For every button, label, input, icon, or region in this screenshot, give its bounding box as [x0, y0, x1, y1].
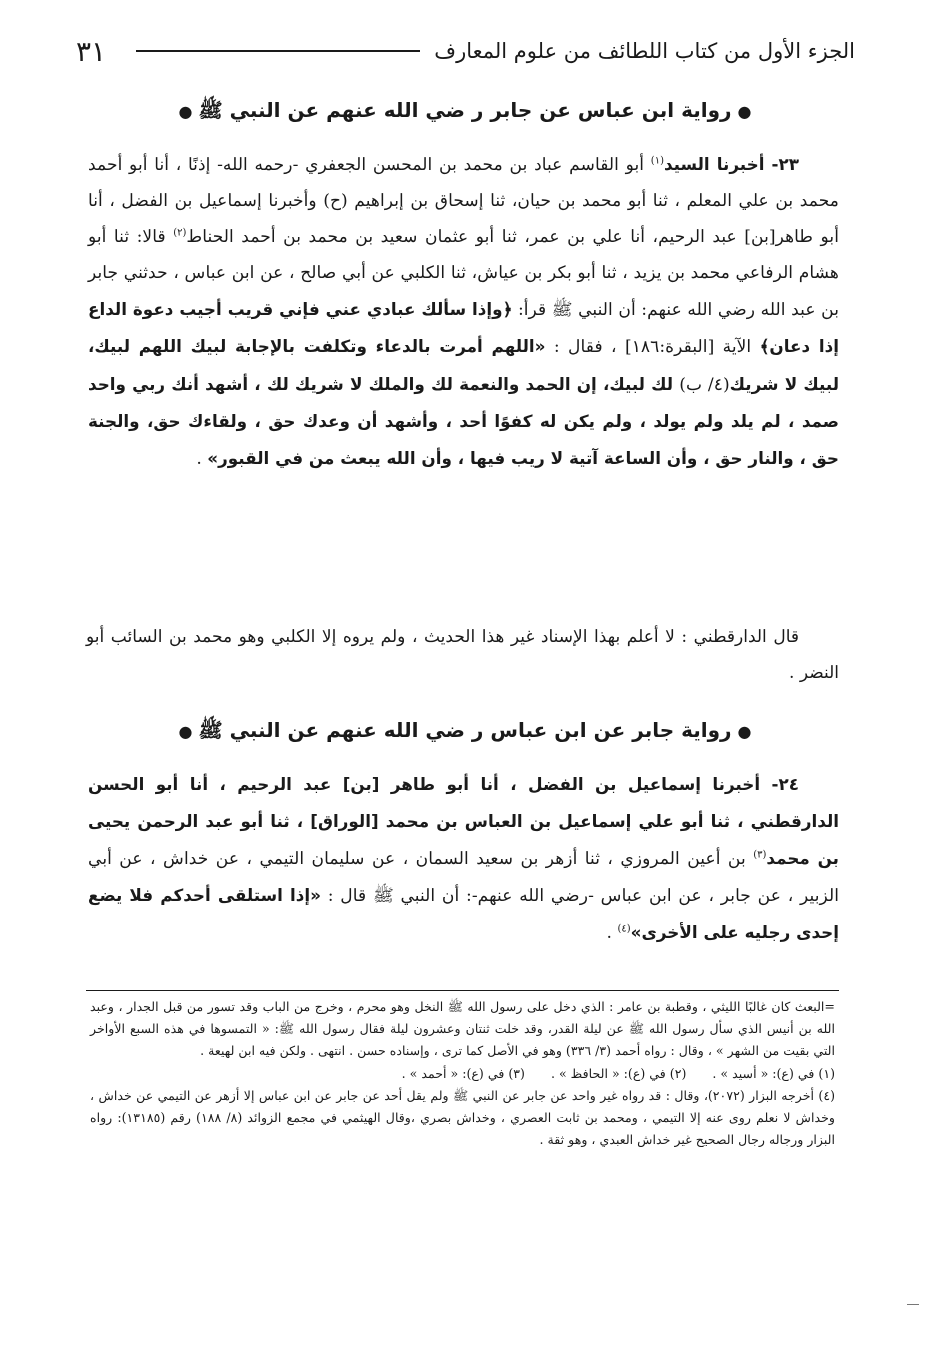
daraqutni-note-text: قال الدارقطني : لا أعلم بهذا الإسناد غير هذا الحديث ، ولم يروه إلا الكلبي وهو محمد بن السائب أبو النضر . [86, 627, 839, 683]
page-number: ٣١ [76, 34, 107, 68]
bullet-icon: ● [737, 102, 752, 121]
footnote-ref: (٣) [753, 849, 767, 861]
footnote-3: (٣) في (ع): « أحمد » . [401, 1065, 525, 1081]
hadith-23 [88, 146, 839, 477]
bullet-icon: ● [737, 722, 752, 741]
scan-mark [907, 1304, 919, 1305]
isnad-text: بن أعين المروزي ، ثنا أزهر بن سعيد السمان ، عن سليمان التيمي ، عن خداش ، عن أبي الزبير ، عن جابر ، عن ابن عباس -رضي الله عنهم-: أن النبي ﷺ قال : [88, 849, 840, 907]
bullet-icon: ● [178, 102, 193, 121]
footnote-4: (٤) أخرجه البزار (٢٠٧٢)، وقال : قد رواه غير واحد عن جابر عن النبي ﷺ ولم يقل أحد عن جابر عن ابن عباس إلا أزهر عن التيمي عن خداش ، وخداش لا نعلم روى عنه إلا التيمي ، ومحمد بن ثابت العصري ، وخداش بصري ،وقال الهيثمي في مجمع الزوائد (٨/ ١٨٨) رقم (١٣١٨٥): رواه البزار ورجاله رجال الصحيح غير خداش العبدي ، وهو ثقة . [90, 1087, 835, 1148]
isnad-text: أبو القاسم عباد بن محمد بن المحسن الجعفري -رحمه الله- إذنًا ، أنا أبو أحمد محمد بن علي المعلم ، ثنا أبو محمد بن حيان، ثنا إسحاق بن إبراهيم (ح) وأخبرنا إسماعيل بن الفضل ، أنا أبو طاهر[بن] عبد الرحيم، أنا علي بن عمر، ثنا أبو عثمان سعيد بن محمد بن أحمد الحناط [88, 155, 839, 248]
hadith-23-number: ٢٣- أخبرنا السيد [663, 154, 800, 174]
end-mark: . [196, 448, 208, 469]
section-heading-2-text: رواية جابر عن ابن عباس ر ضي الله عنهم عن النبي ﷺ [198, 718, 732, 742]
book-title: الجزء الأول من كتاب اللطائف من علوم المعارف [434, 39, 855, 63]
header-rule [136, 50, 420, 52]
folio-marker: (٤/ ب) [679, 374, 730, 395]
hadith-matn-cont: لك لبيك، إن الحمد والنعمة لك والملك لا شريك لك ، أشهد أنك ربي واحد صمد ، لم يلد ولم يولد ، ولم يكن له كفوًا أحد ، وأشهد أن وعدك حق ، ولقاءك حق، والجنة حق ، والنار حق ، وأن الساعة آتية لا ريب فيها ، وأن الله يبعث من في القبور» [88, 373, 839, 468]
section-heading-1 [80, 98, 850, 127]
footnote-ref: (١) [650, 155, 664, 167]
hadith-matn: «إذا استلقى أحدكم فلا يضع إحدى رجليه على الأخرى» [88, 885, 839, 943]
hadith-23-paragraph [88, 146, 839, 477]
quran-verse: ﴿وإذا سألك عبادي عني فإني قريب أجيب دعوة الداع إذا دعان﴾ [88, 299, 839, 357]
footnote-continuation: =البعث كان غالبًا الليثي ، وقطبة بن عامر : الذي دخل على رسول الله ﷺ النخل وهو محرم ، وخرج من الباب وقد تسور من قبل الجدار ، وعبد الله بن أنيس الذي سأل رسول الله ﷺ عن ليلة القدر، وقد خلت ثنتان وعشرون ليلة فقال رسول الله ﷺ: « التمسوها في هذه السبع الأواخر التي بقيت من الشهر » ، وقال : رواه أحمد (٣/ ٣٣٦) وهو في الأصل كما ترى ، وإسناده حسن . انتهى . ولكن فيه ابن لهيعة . [90, 999, 835, 1059]
footnote-ref: (٤) [617, 923, 631, 935]
isnad-text: قالا: ثنا أبو هشام الرفاعي محمد بن يزيد ، ثنا أبو بكر بن عياش، ثنا الكلبي عن أبي صالح ، عن ابن عباس ، حدثني جابر بن عبد الله رضي الله عنهم: أن النبي ﷺ قرأ: [88, 227, 839, 321]
footnote-1: (١) في (ع): « أسيد » . [712, 1065, 835, 1081]
bullet-icon: ● [178, 722, 193, 741]
running-header [76, 28, 855, 74]
footnotes [90, 996, 835, 1151]
verse-citation: الآية [البقرة:١٨٦] ، فقال : [545, 337, 760, 358]
end-mark: . [606, 923, 618, 944]
footnote-row [90, 1063, 835, 1085]
hadith-24 [88, 766, 839, 951]
section-heading-2 [80, 718, 850, 747]
footnote-separator [86, 990, 839, 991]
daraqutni-note [86, 619, 839, 691]
footnote-ref: (٢) [173, 227, 187, 239]
hadith-24-number: ٢٤- أخبرنا إسماعيل بن الفضل ، أنا أبو طاهر [بن] عبد الرحيم ، أنا أبو الحسن الدارقطني ، ثنا أبو علي إسماعيل بن العباس بن محمد [الوراق] ، ثنا أبو عبد الرحمن يحيى بن محمد [88, 774, 839, 869]
footnote-2: (٢) في (ع): « الحافظ » . [550, 1065, 687, 1081]
section-heading-1-text: رواية ابن عباس عن جابر ر ضي الله عنهم عن النبي ﷺ [198, 98, 732, 122]
hadith-matn: «اللهم أمرت بالدعاء وتكلفت بالإجابة لبيك اللهم لبيك، لبيك لا شريك [88, 336, 839, 394]
hadith-24-paragraph [88, 766, 839, 951]
